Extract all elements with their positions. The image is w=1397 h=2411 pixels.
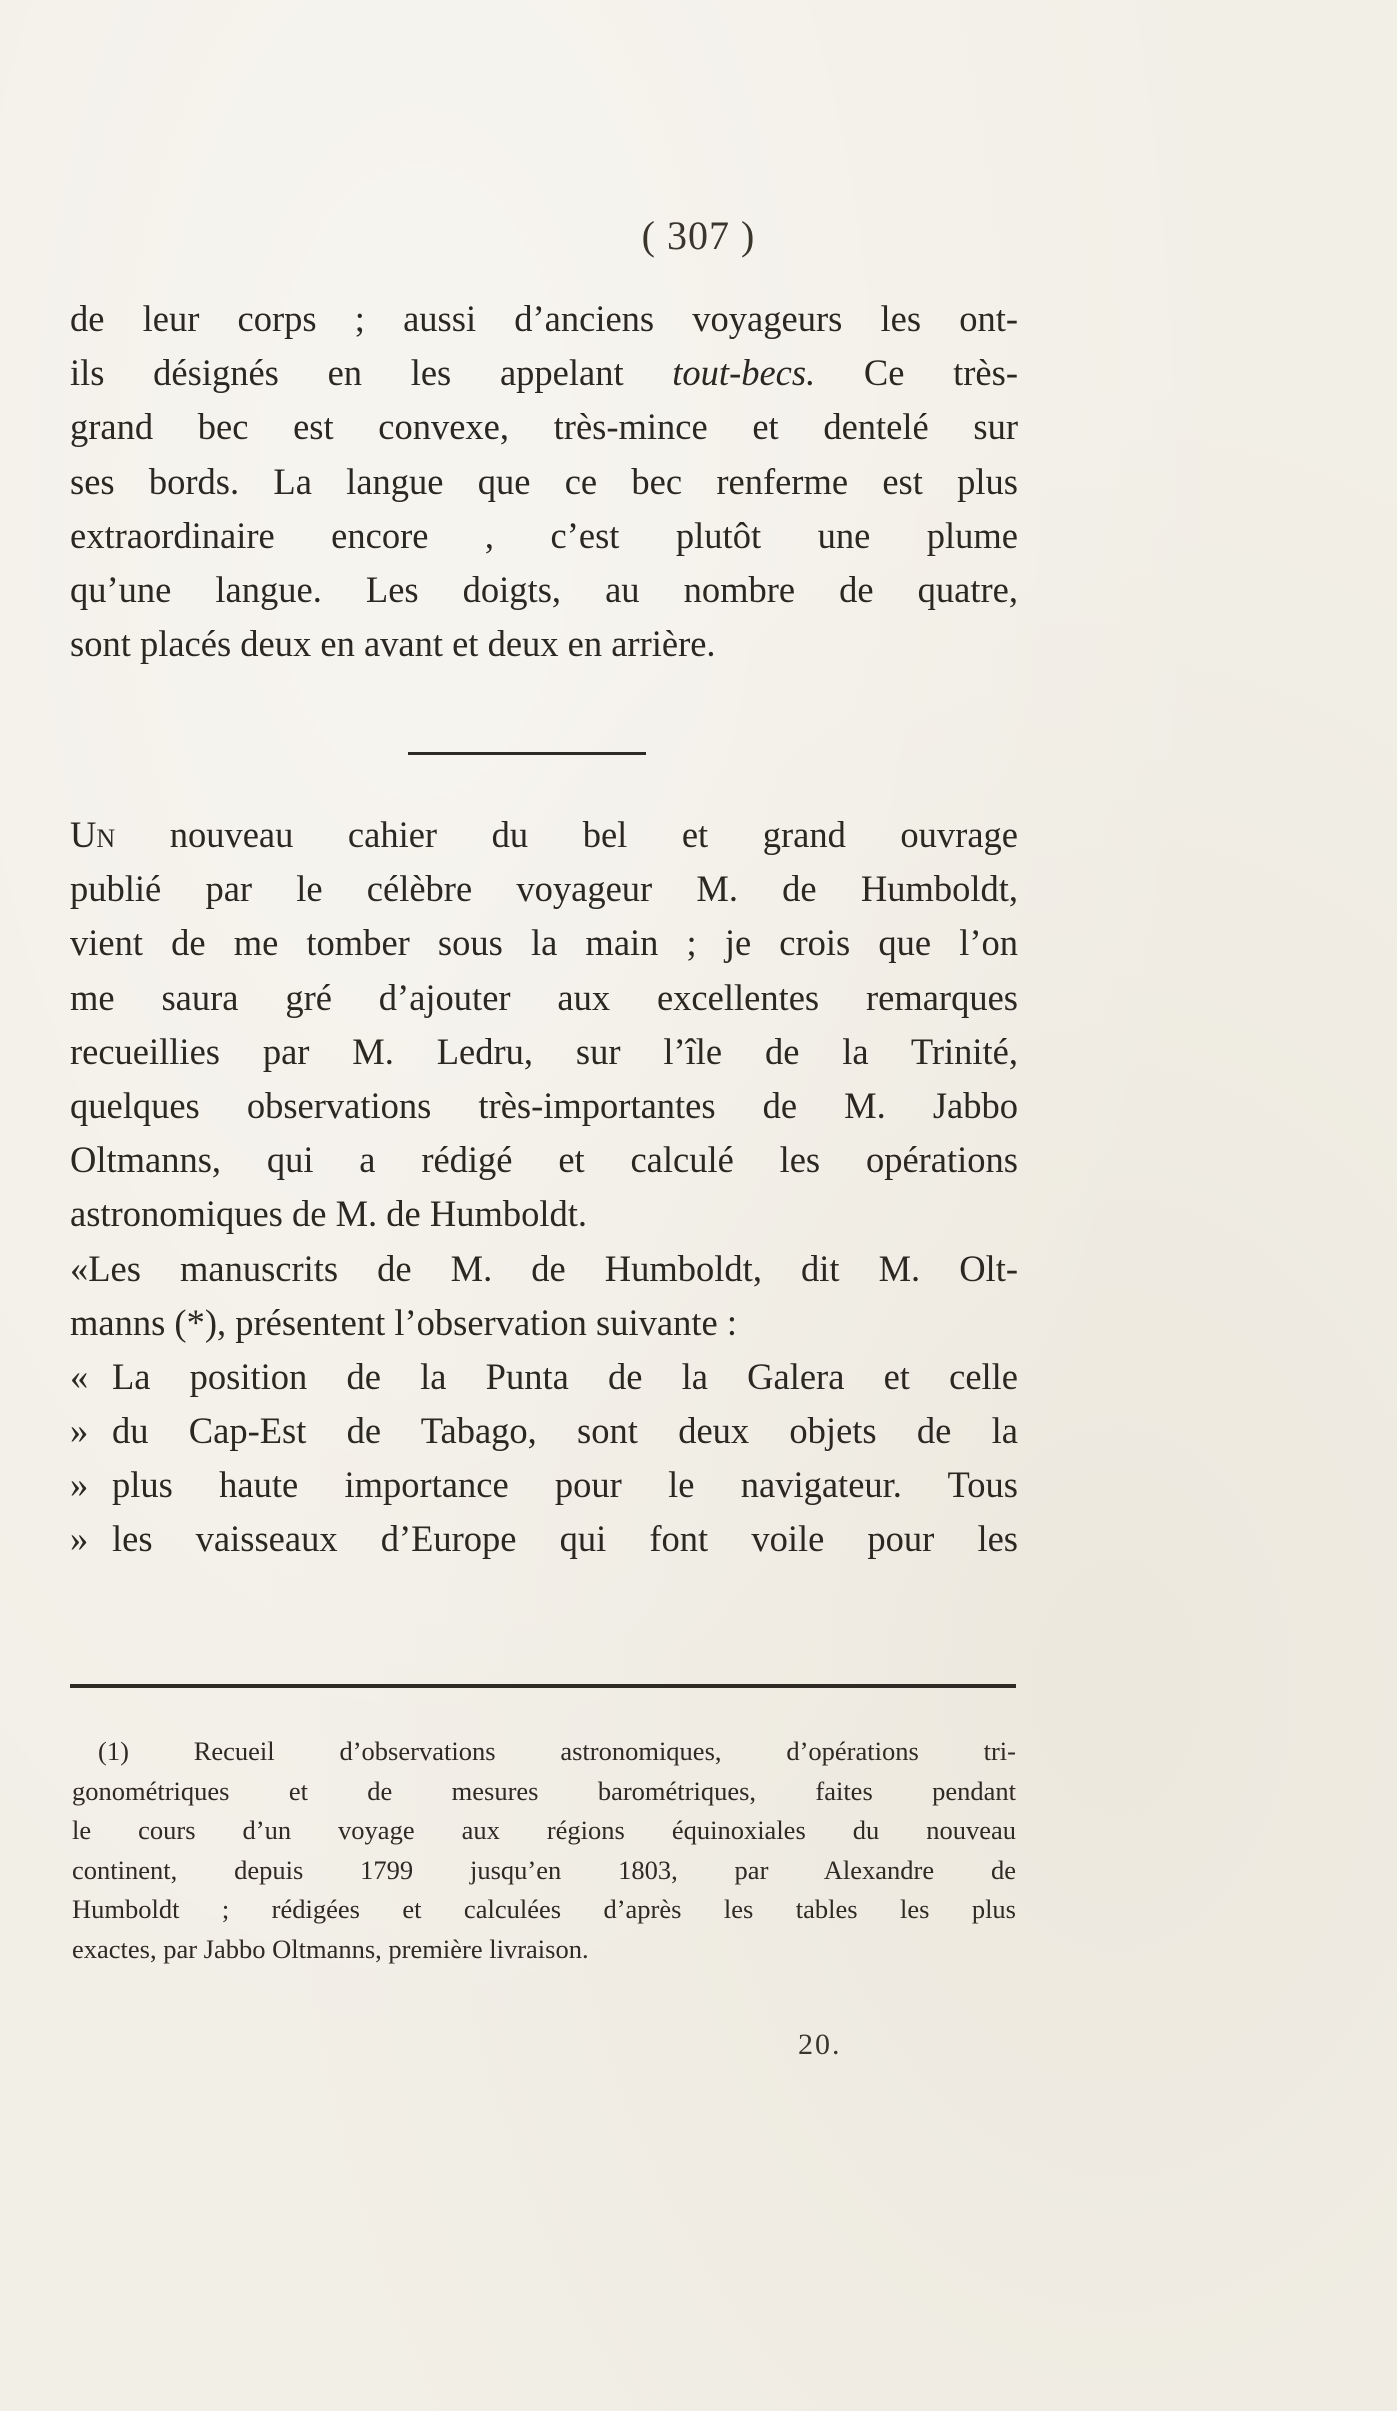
text-line: [70, 808, 1018, 862]
text-line-part: nouveau cahier du bel et grand ouvrage: [115, 814, 1018, 855]
text-line: manns (*), présentent l’observation suivante :: [70, 1301, 737, 1343]
quote-line: [70, 1458, 1018, 1512]
drop-word: Un: [70, 814, 116, 855]
quote-text: du Cap-Est de Tabago, sont deux objets de la: [112, 1410, 1018, 1452]
quote-line: [70, 1404, 1018, 1458]
quote-mark: »: [70, 1464, 89, 1506]
section-divider: [408, 752, 646, 755]
text-line: me saura gré d’ajouter aux excellentes remarques: [70, 976, 1018, 1018]
text-line: quelques observations très-importantes de M. Jabbo: [70, 1084, 1018, 1126]
footnote-line: continent, depuis 1799 jusqu’en 1803, par Alexandre de: [72, 1854, 1016, 1885]
signature-mark: 20.: [798, 2028, 842, 2061]
text-line: vient de me tomber sous la main ; je crois que l’on: [70, 922, 1018, 964]
footnote-line: le cours d’un voyage aux régions équinoxiales du nouveau: [72, 1815, 1016, 1845]
page-number: ( 307 ): [641, 213, 756, 258]
text-line: extraordinaire encore , c’est plutôt une plume: [70, 514, 1018, 556]
paragraph-2: [70, 808, 1018, 1567]
quote-mark: «: [70, 1355, 89, 1397]
footnote-line: gonométriques et de mesures barométriques, faites pendant: [72, 1775, 1016, 1806]
text-line: Oltmanns, qui a rédigé et calculé les opérations: [70, 1139, 1018, 1181]
text-line-part: ils désignés en les appelant: [70, 352, 673, 394]
text-line: astronomiques de M. de Humboldt.: [70, 1193, 588, 1235]
footnote-rule: [70, 1684, 1016, 1688]
footnote-line: Humboldt ; rédigées et calculées d’après les tables les plus: [72, 1894, 1016, 1924]
text-line: ses bords. La langue que ce bec renferme est plus: [70, 460, 1018, 502]
text-line: recueillies par M. Ledru, sur l’île de la Trinité,: [70, 1030, 1018, 1072]
quote-mark: »: [70, 1518, 89, 1560]
quote-mark: »: [70, 1410, 89, 1452]
text-line: sont placés deux en avant et deux en arrière.: [70, 623, 716, 665]
paragraph-1: [70, 292, 1018, 671]
text-line: qu’une langue. Les doigts, au nombre de quatre,: [70, 568, 1018, 610]
quote-line: [70, 1350, 1018, 1404]
italic-term: tout-becs.: [672, 352, 816, 394]
text-line: de leur corps ; aussi d’anciens voyageurs les ont-: [70, 298, 1018, 339]
footnote-line: (1) Recueil d’observations astronomiques, d’opérations tri-: [98, 1736, 1016, 1766]
text-line: grand bec est convexe, très-mince et dentelé sur: [70, 406, 1018, 448]
quote-text: les vaisseaux d’Europe qui font voile pour les: [112, 1518, 1018, 1560]
text-line: «Les manuscrits de M. de Humboldt, dit M. Olt-: [70, 1247, 1018, 1289]
quote-text: plus haute importance pour le navigateur. Tous: [112, 1464, 1018, 1506]
quote-line: [70, 1512, 1018, 1566]
text-line-part: Ce très-: [815, 352, 1018, 394]
footnote-line: exactes, par Jabbo Oltmanns, première livraison.: [72, 1933, 589, 1964]
quote-text: La position de la Punta de la Galera et celle: [112, 1355, 1018, 1397]
footnote: [72, 1732, 1016, 1969]
text-line: [70, 346, 1018, 400]
text-line: publié par le célèbre voyageur M. de Humboldt,: [70, 868, 1018, 910]
